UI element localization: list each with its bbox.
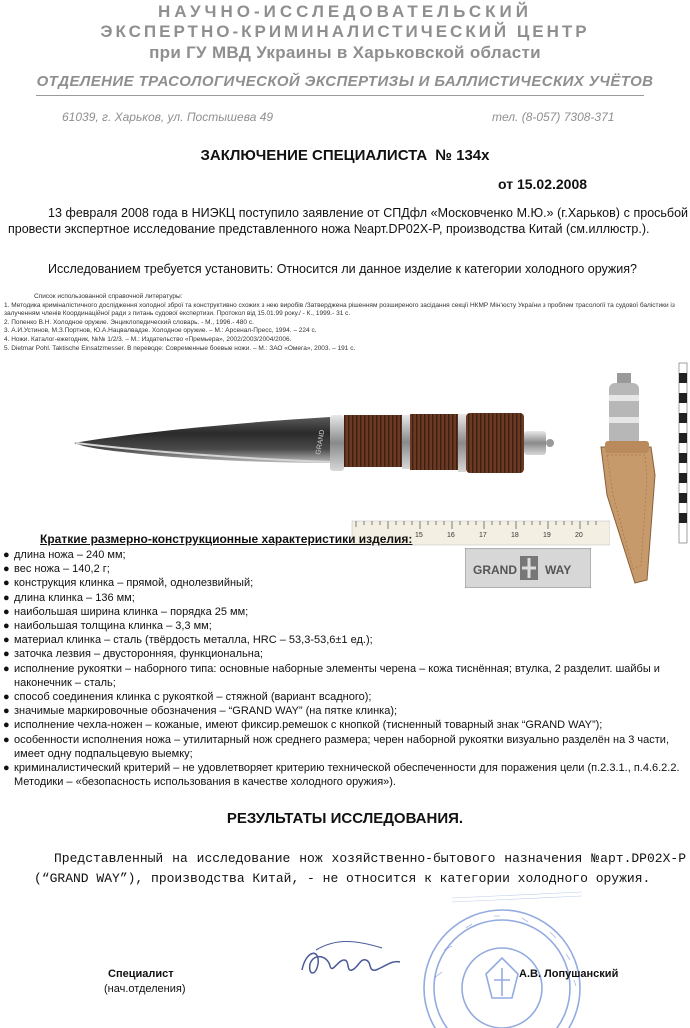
list-item-text: конструкция клинка – прямой, однолезвийный; [14,577,254,590]
svg-text:GRAND: GRAND [473,563,517,577]
bullet-icon: ● [3,762,10,775]
characteristics-list [0,548,690,789]
list-item [0,733,690,761]
document-number: № 134х [435,147,490,164]
header-divider [36,95,644,96]
bullet-icon: ● [3,577,10,590]
list-item [0,619,690,633]
svg-text:GRAND: GRAND [315,429,327,456]
references-title: Список использованной справочной литературы: [34,293,183,300]
ruler-tick-label: 18 [511,532,519,539]
address: 61039, г. Харьков, ул. Постышева 49 [62,110,274,124]
specialist-label: Специалист [108,968,174,980]
list-item-text: наибольшая ширина клинка – порядка 25 мм; [14,605,249,618]
bullet-icon: ● [3,705,10,718]
bullet-icon: ● [3,648,10,661]
phone: тел. (8-057) 7308-371 [492,110,615,124]
list-item [0,690,690,704]
list-item-text: способ соединения клинка с рукояткой – стяжной (вариант всадного); [14,691,372,704]
bullet-icon: ● [3,719,10,732]
characteristics-title: Краткие размерно-конструкционные характеристики изделия: [40,532,413,546]
list-item-text: исполнение рукоятки – наборного типа: основные наборные элементы черена – кожа тиснённая; втулка, 2 разделит. шайбы и наконечник – сталь; [14,662,660,689]
reference-item: 1. Методика криміналістичного дослідження холодної зброї та конструктивно схожих з нею виробів /Затверджена рішенням розширеного засідання секції НКМР Мін'юсту України з проблем трасології та судової балістики із залученням членів Координаційної ради з питань судової експертизи. Протокол від 15.01.99 року./ - К., 1999.- 31 с. [4,301,675,318]
handwritten-signature [296,930,406,990]
knife-pommel [524,431,546,455]
list-item-text: особенности исполнения ножа – утилитарный нож среднего размера; черен наборной рукоятки визуально разделён на 3 части, имеет одну подпальцевую выемку; [14,733,669,760]
results-heading: РЕЗУЛЬТАТЫ ИССЛЕДОВАНИЯ. [226,810,464,827]
knife-handle [466,413,524,473]
list-item [0,662,690,690]
ruler-tick-label: 17 [479,532,487,539]
ruler-tick-label: 16 [447,532,455,539]
department-head-label: (нач.отделения) [104,983,186,995]
research-question: Исследованием требуется установить: Относится ли данное изделие к категории холодного оружия? [48,262,637,276]
reference-item: 2. Попенко В.Н. Холодное оружие. Энциклопедический словарь. - М., 1996.- 480 с. [4,318,254,326]
list-item [0,704,690,718]
institution-name-line3: при ГУ МВД Украины в Харьковской области [149,43,541,62]
list-item-text: длина клинка – 136 мм; [14,591,135,604]
list-item [0,591,690,605]
official-stamp [382,888,622,1028]
knife-bolster [330,415,344,471]
reference-item: 3. А.И.Устинов, М.З.Портнов, Ю.А.Нацвалвадзе. Холодное оружие. – М.: Арсенал-Пресс, 1994. – 224 с. [4,327,317,335]
list-item-text: материал клинка – сталь (твёрдость металла, HRC – 53,3-53,6±1 ед.); [14,634,373,647]
bullet-icon: ● [3,733,10,746]
list-item [0,633,690,647]
svg-text:WAY: WAY [545,563,572,577]
reference-item: 4. Ножи. Каталог-ежегодник, №№ 1/2/3. – М.: Издательство «Премьера», 2002/2003/2004/2006. [4,335,292,343]
list-item-text: значимые маркировочные обозначения – “GRAND WAY” (на пятке клинка); [14,705,398,718]
specialist-name: А.В. Лопушанский [519,968,619,980]
institution-name-line2: ЭКСПЕРТНО-КРИМИНАЛИСТИЧЕСКИЙ ЦЕНТР [100,22,590,41]
list-item-text: наибольшая толщина клинка – 3,3 мм; [14,620,212,633]
bullet-icon: ● [3,634,10,647]
list-item [0,605,690,619]
bullet-icon: ● [3,605,10,618]
bullet-icon: ● [3,549,10,561]
list-item [0,576,690,590]
list-item [0,761,690,789]
bullet-icon: ● [3,620,10,633]
document-date: от 15.02.2008 [498,176,588,192]
list-item-text: исполнение чехла-ножен – кожаные, имеют фиксир.ремешок с кнопкой (тисненный товарный знак “GRAND WAY”); [14,719,603,732]
list-item [0,647,690,661]
list-item [0,718,690,732]
ruler-tick-label: 19 [543,532,551,539]
intro-paragraph: 13 февраля 2008 года в НИЭКЦ поступило заявление от СПДфл «Московченко М.Ю.» (г.Харьков) с просьбой провести экспертное исследование представленного ножа №арт.DP02X-P, производства Китай (см.иллюстр.). [8,206,688,236]
bullet-icon: ● [3,563,10,576]
list-item [0,562,690,576]
bullet-icon: ● [3,691,10,704]
institution-name-line1: НАУЧНО-ИССЛЕДОВАТЕЛЬСКИЙ [158,2,532,21]
bullet-icon: ● [3,591,10,604]
list-item-text: криминалистический критерий – не удовлетворяет критерию технической обеспеченности для поражения цели (п.2.3.1., п.4.6.2.2. Методики – «безопасность использования в качестве холодного оружия»). [14,762,680,789]
document-title [0,147,690,164]
bullet-icon: ● [3,662,10,675]
department-name: ОТДЕЛЕНИЕ ТРАСОЛОГИЧЕСКОЙ ЭКСПЕРТИЗЫ И БАЛЛИСТИЧЕСКИХ УЧЁТОВ [36,73,654,90]
document-title-text: ЗАКЛЮЧЕНИЕ СПЕЦИАЛИСТА [200,147,428,164]
list-item-text: длина ножа – 240 мм; [14,549,126,561]
list-item [0,548,690,562]
ruler-tick-label: 20 [575,532,583,539]
list-item-text: заточка лезвия – двусторонняя, функциональна; [14,648,263,661]
reference-item: 5. Dietmar Pohl. Taktische Einsatzmesser. В переводе: Современные боевые ножи. – М.: ЗАО «Омега», 2003. – 191 с. [4,344,356,352]
conclusion-paragraph: Представленный на исследование нож хозяйственно-бытового назначения №арт.DP02X-P (“GRAND WAY”), производства Китай, - не относится к категории холодного оружия. [34,851,686,886]
references [4,293,690,353]
ruler-tick-label: 15 [415,532,423,539]
knife-blade [74,417,334,463]
list-item-text: вес ножа – 140,2 г; [14,563,110,576]
